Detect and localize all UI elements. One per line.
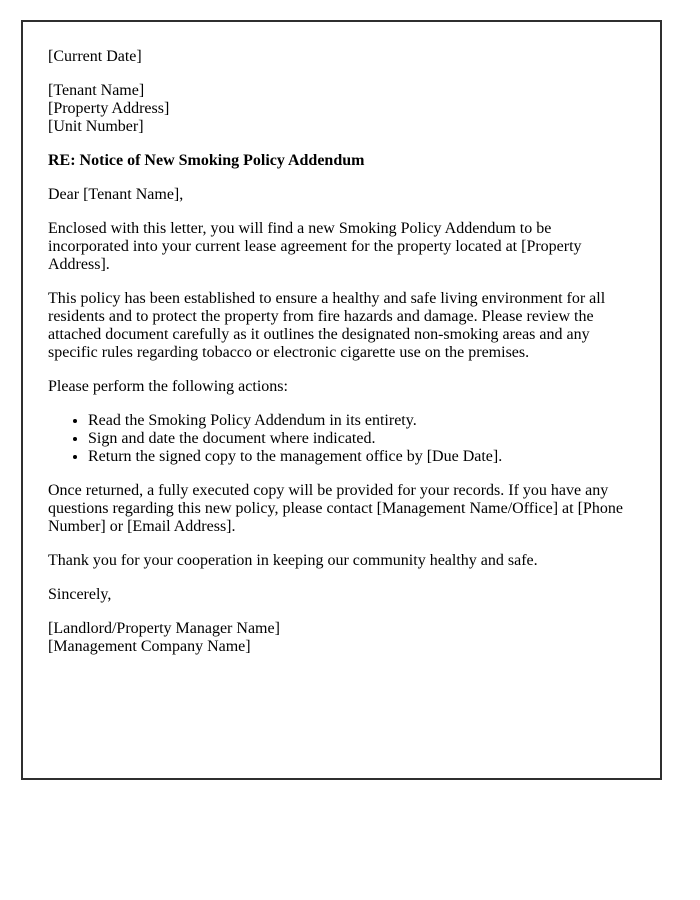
signature-block (48, 620, 633, 656)
signature-company-name: [Management Company Name] (48, 638, 251, 655)
recipient-unit-number: [Unit Number] (48, 118, 144, 135)
subject-line: RE: Notice of New Smoking Policy Addendum (48, 152, 365, 169)
signature-manager-name: [Landlord/Property Manager Name] (48, 620, 280, 637)
action-item-sign: • Sign and date the document where indicated. (88, 430, 633, 448)
letter-page (21, 20, 662, 780)
recipient-block (48, 82, 633, 136)
paragraph-enclosed: Enclosed with this letter, you will find a new Smoking Policy Addendum to be incorporated into your current lease agreement for the property located at [Property Address]. (48, 220, 582, 273)
date-line: [Current Date] (48, 48, 142, 65)
recipient-tenant-name: [Tenant Name] (48, 82, 145, 99)
action-items-list (48, 412, 633, 466)
action-item-return: • Return the signed copy to the management office by [Due Date]. (88, 448, 633, 466)
paragraph-policy: This policy has been established to ensure a healthy and safe living environment for all residents and to protect the property from fire hazards and damage. Please review the attached document carefully as it outlines the designated non-smoking areas and any specific rules regarding tobacco or electronic cigarette use on the premises. (48, 290, 606, 361)
action-item-read: • Read the Smoking Policy Addendum in its entirety. (88, 412, 633, 430)
signoff: Sincerely, (48, 586, 112, 603)
paragraph-thanks: Thank you for your cooperation in keeping our community healthy and safe. (48, 552, 538, 569)
paragraph-return-info: Once returned, a fully executed copy will be provided for your records. If you have any questions regarding this new policy, please contact [Management Name/Office] at [Phone Number] or [Email Address]. (48, 482, 623, 535)
salutation: Dear [Tenant Name], (48, 186, 184, 203)
paragraph-actions-intro: Please perform the following actions: (48, 378, 288, 395)
recipient-property-address: [Property Address] (48, 100, 170, 117)
